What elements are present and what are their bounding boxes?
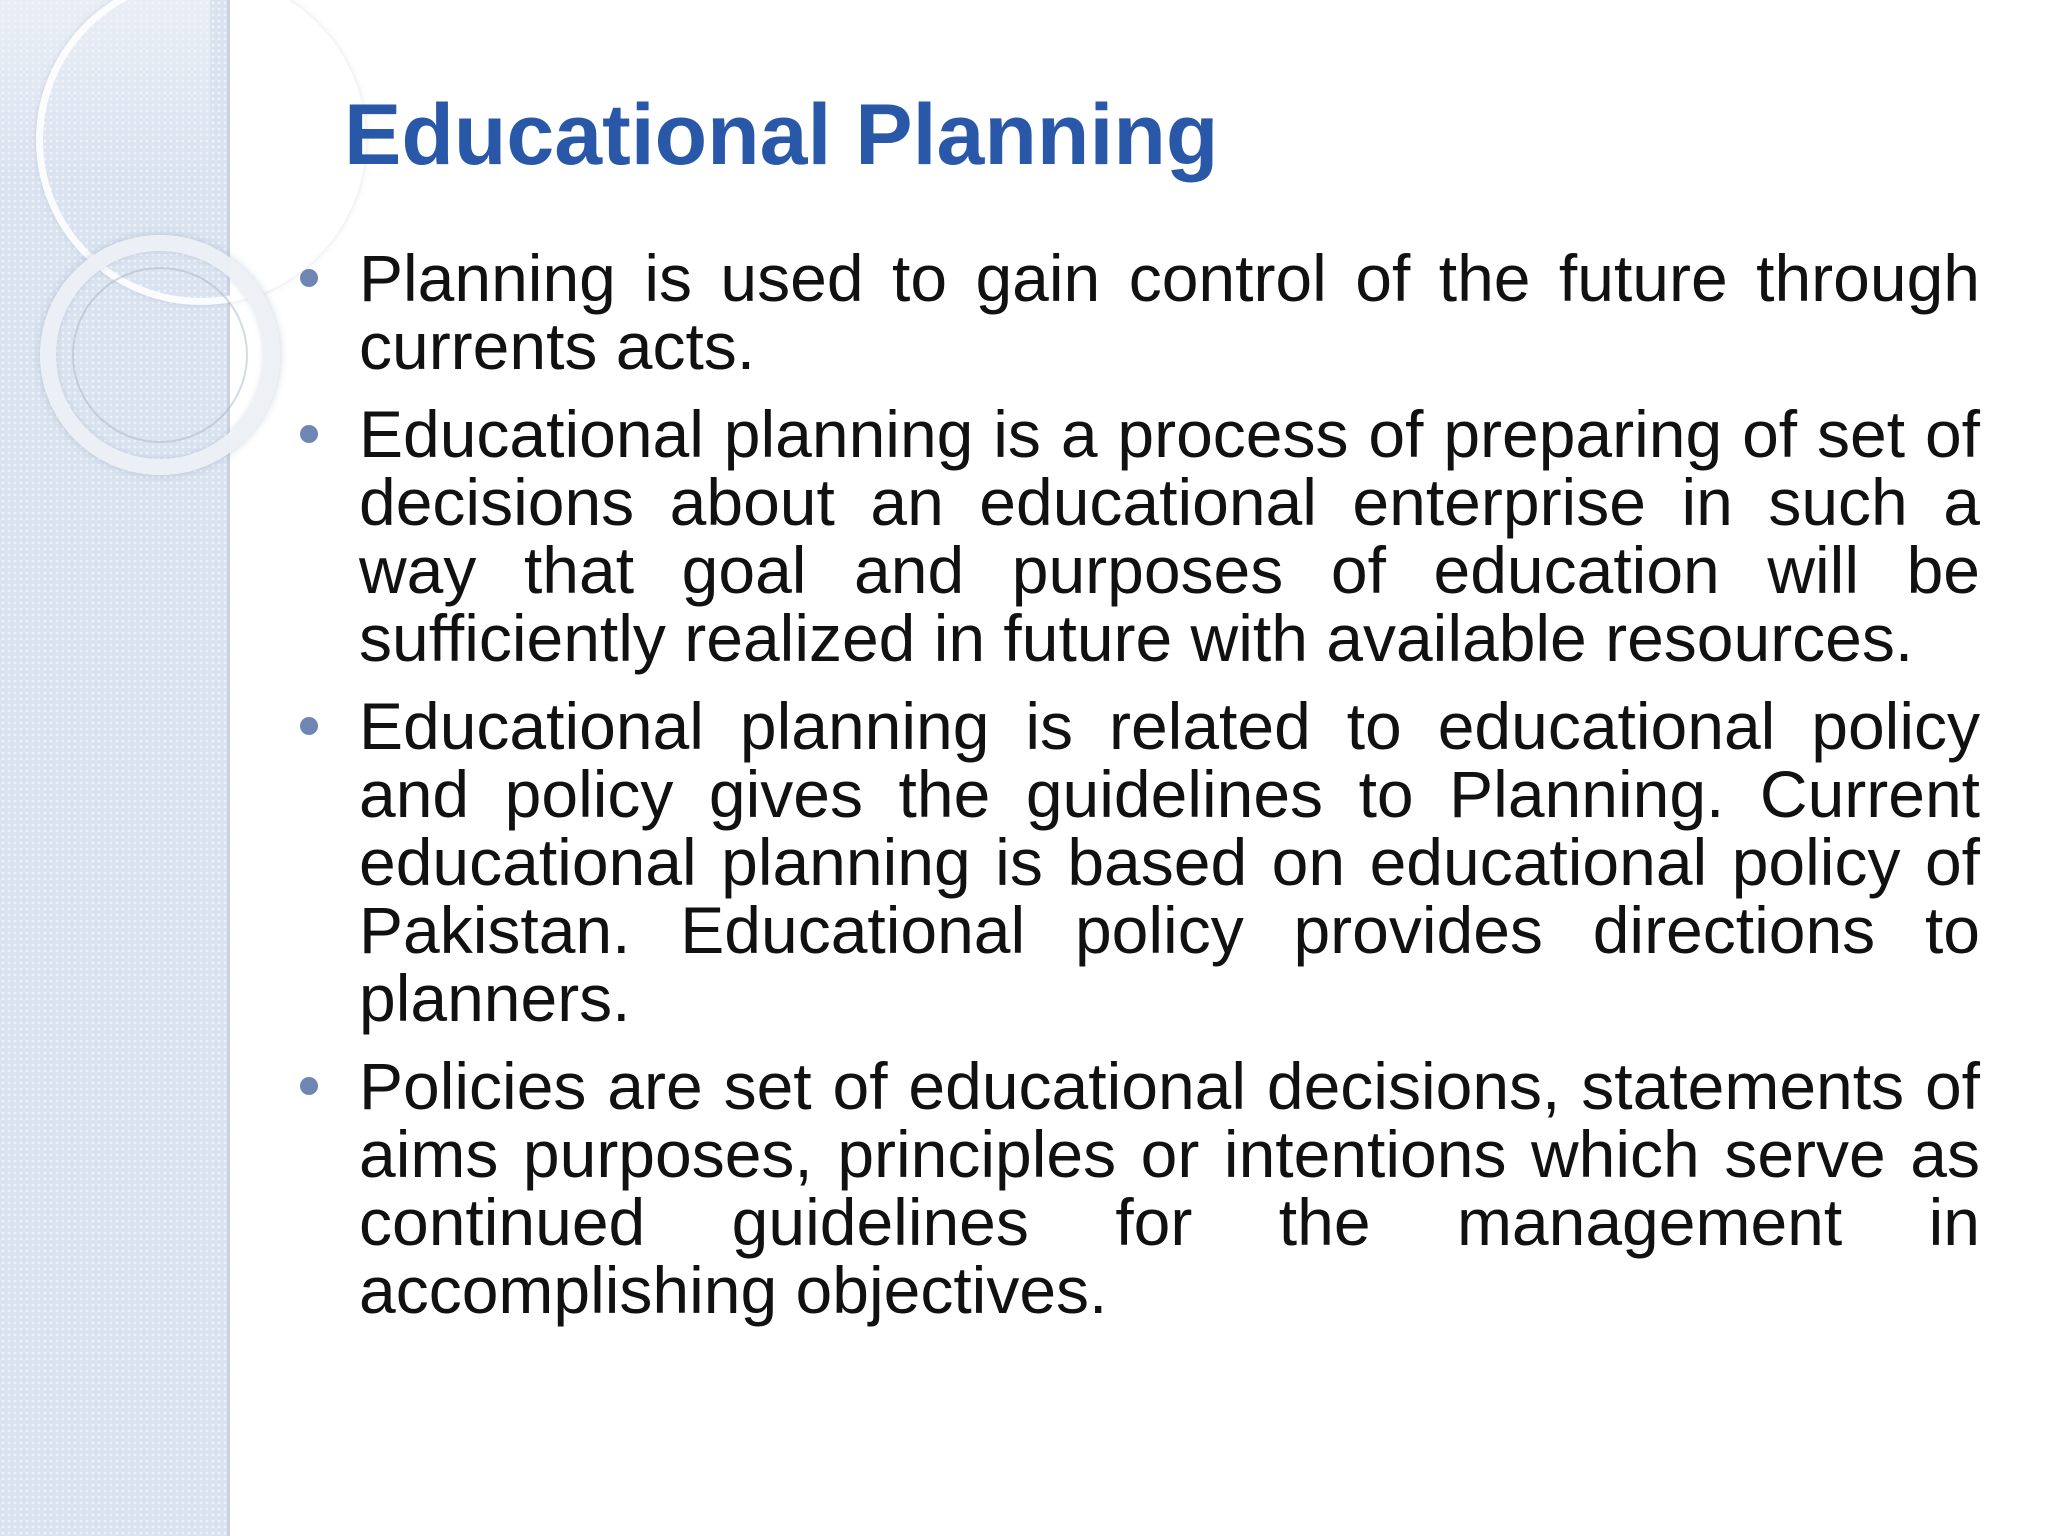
bullet-dot-icon xyxy=(300,1077,318,1095)
bullet-dot-icon xyxy=(300,425,318,443)
bullet-text: Educational planning is related to educational policy and policy gives the guidelines to Planning. Current educational planning is based on educational policy of Pakistan. Educational policy provides directions to planners. xyxy=(359,689,1980,1035)
bullet-text: Educational planning is a process of preparing of set of decisions about an educational enterprise in such a way that goal and purposes of education will be sufficiently realized in future with available resources. xyxy=(359,397,1980,675)
bullet-item xyxy=(292,689,1980,1035)
bullet-item xyxy=(292,1049,1980,1327)
bullet-text: Planning is used to gain control of the future through currents acts. xyxy=(359,241,1980,383)
bullet-item xyxy=(292,397,1980,675)
decorative-ring-inner xyxy=(72,267,248,443)
bullet-item xyxy=(292,241,1980,383)
bullet-text: Policies are set of educational decisions, statements of aims purposes, principles or intentions which serve as continued guidelines for the management in accomplishing objectives. xyxy=(359,1049,1980,1327)
bullet-dot-icon xyxy=(300,269,318,287)
slide-title: Educational Planning xyxy=(344,87,1219,183)
bullet-list xyxy=(292,241,1980,1344)
bullet-dot-icon xyxy=(300,717,318,735)
